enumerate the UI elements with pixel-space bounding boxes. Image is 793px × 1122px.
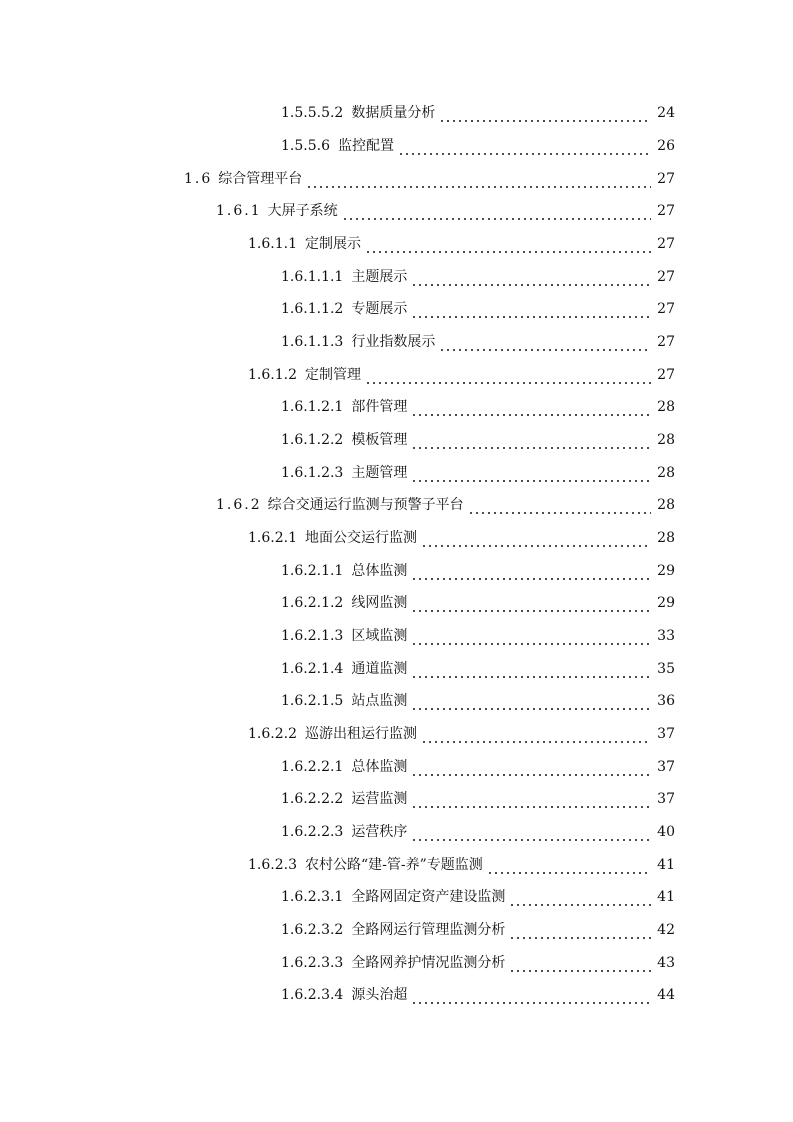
toc-entry-page-number: 29: [657, 595, 675, 612]
toc-entry-number: 1.6.1.1.1: [281, 268, 344, 285]
toc-entry-number: 1.6.1.2: [248, 366, 297, 383]
dot-leader: [365, 371, 651, 385]
toc-entry[interactable]: [0, 130, 793, 163]
toc-entry-page-number: 28: [657, 497, 675, 514]
toc-entry[interactable]: [0, 260, 793, 293]
table-of-contents: [0, 97, 793, 1012]
toc-entry-title: 数据质量分析: [351, 105, 436, 122]
toc-entry-number: 1.6.2.2.2: [281, 791, 344, 808]
toc-entry-page-number: 27: [657, 236, 675, 253]
toc-entry-page-number: 27: [657, 334, 675, 351]
toc-entry[interactable]: [0, 750, 793, 783]
toc-entry-page-number: 28: [657, 530, 675, 547]
toc-entry-page-number: 27: [657, 301, 675, 318]
toc-entry[interactable]: [0, 620, 793, 653]
toc-entry-page-number: 35: [657, 660, 675, 677]
toc-entry[interactable]: [0, 358, 793, 391]
toc-entry-page-number: 43: [657, 954, 675, 971]
toc-entry-title: 总体监测: [351, 758, 408, 775]
toc-entry-number: 1.6.2: [216, 497, 262, 514]
toc-entry-number: 1.6.2.1.5: [281, 693, 344, 710]
dot-leader: [411, 763, 651, 777]
toc-entry-number: 1.6.1.2.1: [281, 399, 344, 416]
toc-entry[interactable]: [0, 783, 793, 816]
toc-entry-page-number: 41: [657, 889, 675, 906]
dot-leader: [411, 567, 651, 581]
toc-entry-number: 1.5.5.6: [281, 138, 330, 154]
toc-entry-title: 源头治超: [351, 987, 408, 1004]
toc-entry-page-number: 42: [657, 922, 675, 939]
toc-entry-page-number: 33: [657, 628, 675, 645]
toc-entry-number: 1.6.2.1: [248, 530, 297, 547]
toc-entry-title: 全路网运行管理监测分析: [351, 922, 506, 939]
dot-leader: [411, 436, 651, 450]
toc-entry-page-number: 27: [657, 203, 675, 220]
toc-entry-title: 地面公交运行监测: [304, 530, 417, 547]
dot-leader: [411, 828, 651, 842]
toc-entry-page-number: 27: [657, 170, 675, 187]
toc-entry-number: 1.6.2.1.3: [281, 628, 344, 645]
dot-leader: [411, 795, 651, 809]
toc-entry[interactable]: [0, 162, 793, 195]
toc-entry-number: 1.6.2.3: [248, 856, 297, 873]
toc-entry[interactable]: [0, 522, 793, 555]
toc-entry-page-number: 40: [657, 824, 675, 841]
toc-entry-number: 1.6.1.2.2: [281, 432, 344, 449]
toc-entry-number: 1.6: [184, 170, 213, 187]
toc-entry-number: 1.6.2.1.1: [281, 562, 344, 579]
dot-leader: [487, 861, 651, 875]
toc-entry[interactable]: [0, 489, 793, 522]
toc-entry-title: 运营监测: [351, 791, 408, 808]
toc-entry-page-number: 44: [657, 987, 675, 1004]
toc-entry-page-number: 27: [657, 366, 675, 383]
toc-entry-title: 专题展示: [351, 301, 408, 318]
toc-entry[interactable]: [0, 97, 793, 130]
dot-leader: [509, 893, 651, 907]
dot-leader: [306, 175, 651, 189]
toc-entry-number: 1.6.2.3.3: [281, 954, 344, 971]
toc-entry-title: 全路网固定资产建设监测: [351, 889, 506, 906]
dot-leader: [365, 240, 651, 254]
toc-entry-title: 大屏子系统: [267, 203, 338, 220]
toc-entry-number: 1.5.5.5.2: [281, 105, 344, 122]
dot-leader: [342, 207, 652, 221]
toc-entry-title: 综合管理平台: [218, 170, 303, 187]
toc-entry[interactable]: [0, 914, 793, 947]
toc-entry-page-number: 29: [657, 562, 675, 579]
toc-entry[interactable]: [0, 424, 793, 457]
toc-entry[interactable]: [0, 554, 793, 587]
toc-entry[interactable]: [0, 587, 793, 620]
toc-entry[interactable]: [0, 881, 793, 914]
dot-leader: [411, 991, 651, 1005]
dot-leader: [411, 632, 651, 646]
toc-entry-number: 1.6.1.1.3: [281, 334, 344, 351]
dot-leader: [421, 730, 651, 744]
toc-entry-page-number: 37: [657, 726, 675, 743]
toc-entry[interactable]: [0, 718, 793, 751]
toc-entry[interactable]: [0, 979, 793, 1012]
toc-entry-title: 全路网养护情况监测分析: [351, 954, 506, 971]
toc-entry-number: 1.6.2.3.4: [281, 987, 344, 1004]
toc-entry-page-number: 37: [657, 791, 675, 808]
dot-leader: [411, 403, 651, 417]
toc-entry[interactable]: [0, 652, 793, 685]
toc-entry-title: 主题展示: [351, 268, 408, 285]
toc-entry[interactable]: [0, 326, 793, 359]
dot-leader: [411, 599, 651, 613]
toc-entry-number: 1.6.2.2: [248, 726, 297, 743]
toc-entry-number: 1.6.1: [216, 203, 262, 220]
toc-entry-page-number: 28: [657, 432, 675, 449]
toc-entry-page-number: 37: [657, 758, 675, 775]
dot-leader: [439, 109, 651, 123]
toc-entry-title: 农村公路“建-管-养”专题监测: [304, 856, 483, 873]
toc-entry-title: 总体监测: [351, 562, 408, 579]
toc-entry-number: 1.6.2.3.1: [281, 889, 344, 906]
toc-entry-page-number: 26: [657, 138, 675, 154]
toc-entry-title: 定制展示: [304, 236, 361, 253]
toc-entry-page-number: 28: [657, 464, 675, 481]
dot-leader: [439, 338, 651, 352]
dot-leader: [411, 273, 651, 287]
toc-entry[interactable]: [0, 946, 793, 979]
toc-entry-number: 1.6.2.3.2: [281, 922, 344, 939]
toc-entry[interactable]: [0, 816, 793, 849]
dot-leader: [421, 534, 651, 548]
toc-entry-title: 监控配置: [337, 138, 394, 154]
toc-entry-number: 1.6.2.1.4: [281, 660, 344, 677]
toc-entry-number: 1.6.1.1.2: [281, 301, 344, 318]
dot-leader: [398, 142, 651, 156]
toc-entry-title: 主题管理: [351, 464, 408, 481]
toc-entry[interactable]: [0, 228, 793, 261]
toc-entry-page-number: 41: [657, 856, 675, 873]
toc-entry[interactable]: [0, 848, 793, 881]
toc-entry-page-number: 27: [657, 268, 675, 285]
toc-entry-title: 线网监测: [351, 595, 408, 612]
toc-entry-title: 区域监测: [351, 628, 408, 645]
toc-entry-number: 1.6.2.1.2: [281, 595, 344, 612]
dot-leader: [411, 305, 651, 319]
toc-entry-title: 运营秩序: [351, 824, 408, 841]
toc-entry-title: 站点监测: [351, 693, 408, 710]
dot-leader: [509, 926, 651, 940]
dot-leader: [411, 469, 651, 483]
toc-entry[interactable]: [0, 293, 793, 326]
dot-leader: [509, 959, 651, 973]
toc-entry-title: 模板管理: [351, 432, 408, 449]
toc-entry-title: 行业指数展示: [351, 334, 436, 351]
toc-entry-page-number: 36: [657, 693, 675, 710]
toc-entry-page-number: 24: [657, 105, 675, 122]
toc-entry-page-number: 28: [657, 399, 675, 416]
toc-entry-number: 1.6.1.1: [248, 236, 297, 253]
toc-entry-title: 巡游出租运行监测: [304, 726, 417, 743]
toc-entry[interactable]: [0, 391, 793, 424]
toc-entry-number: 1.6.1.2.3: [281, 464, 344, 481]
toc-entry-title: 定制管理: [304, 366, 361, 383]
toc-entry-number: 1.6.2.2.3: [281, 824, 344, 841]
toc-entry-title: 通道监测: [351, 660, 408, 677]
toc-entry-number: 1.6.2.2.1: [281, 758, 344, 775]
dot-leader: [411, 697, 651, 711]
dot-leader: [468, 501, 652, 515]
toc-entry[interactable]: [0, 456, 793, 489]
dot-leader: [411, 665, 651, 679]
toc-entry[interactable]: [0, 685, 793, 718]
toc-entry[interactable]: [0, 195, 793, 228]
toc-entry-title: 部件管理: [351, 399, 408, 416]
toc-entry-title: 综合交通运行监测与预警子平台: [267, 497, 464, 514]
